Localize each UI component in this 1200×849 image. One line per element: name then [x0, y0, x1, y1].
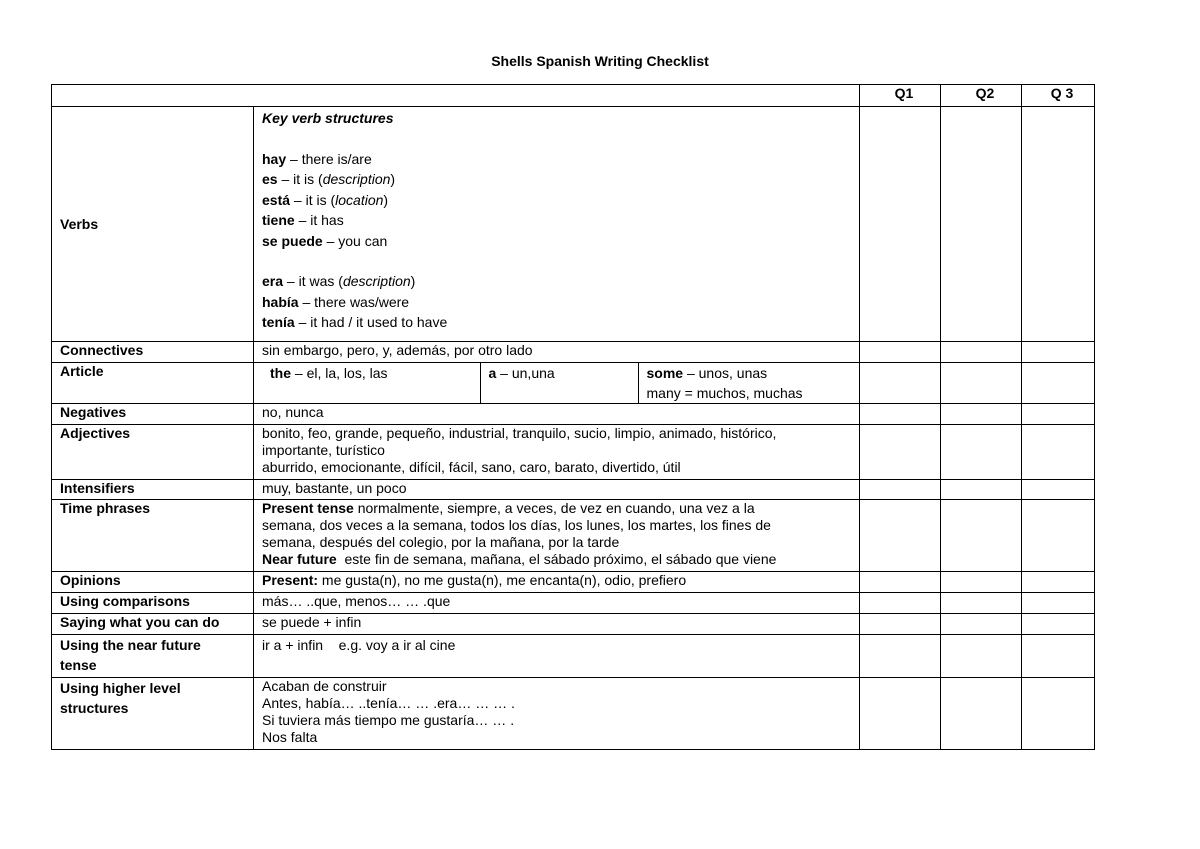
- verb-tiene: tiene – it has: [262, 212, 344, 228]
- verb-hay: hay – there is/are: [262, 150, 372, 167]
- verb-se-puede: se puede – you can: [262, 232, 388, 249]
- higher-level-q3-cell[interactable]: [1022, 678, 1095, 750]
- article-some: some – unos, unas many = muchos, muchas: [638, 363, 859, 403]
- negatives-q2-cell[interactable]: [941, 404, 1022, 425]
- comparisons-content: más… ..que, menos… … .que: [254, 593, 860, 614]
- category-intensifiers: Intensifiers: [52, 480, 254, 500]
- category-near-future: Using the near future tense: [52, 635, 254, 678]
- table-row: [52, 500, 1095, 572]
- verb-era: era – it was (description): [262, 273, 416, 289]
- category-connectives: Connectives: [52, 342, 254, 363]
- category-time-phrases: Time phrases: [52, 500, 254, 572]
- verb-habia: había – there was/were: [262, 293, 410, 310]
- can-do-content: se puede + infin: [254, 614, 860, 635]
- table-row: [52, 107, 1095, 342]
- near-future-content: ir a + infin e.g. voy a ir al cine: [254, 635, 860, 678]
- verb-esta: está – it is (location): [262, 191, 389, 208]
- higher-level-q2-cell[interactable]: [941, 678, 1022, 750]
- comparisons-q3-cell[interactable]: [1022, 593, 1095, 614]
- category-adjectives: Adjectives: [52, 425, 254, 480]
- category-verbs: Verbs: [52, 107, 254, 342]
- opinions-q1-cell[interactable]: [860, 572, 941, 593]
- opinions-content: Present: me gusta(n), no me gusta(n), me encanta(n), odio, prefiero: [254, 572, 860, 593]
- table-row: [52, 678, 1095, 750]
- negatives-content: no, nunca: [254, 404, 860, 425]
- comparisons-q1-cell[interactable]: [860, 593, 941, 614]
- intensifiers-q2-cell[interactable]: [941, 480, 1022, 500]
- can-do-q3-cell[interactable]: [1022, 614, 1095, 635]
- column-header-q3: Q 3: [1022, 85, 1095, 107]
- higher-level-q1-cell[interactable]: [860, 678, 941, 750]
- verbs-content: [254, 107, 860, 342]
- intensifiers-content: muy, bastante, un poco: [254, 480, 860, 500]
- writing-checklist-table: [51, 84, 1095, 750]
- can-do-q1-cell[interactable]: [860, 614, 941, 635]
- article-q3-cell[interactable]: [1022, 363, 1095, 404]
- category-negatives: Negatives: [52, 404, 254, 425]
- opinions-q2-cell[interactable]: [941, 572, 1022, 593]
- opinions-q3-cell[interactable]: [1022, 572, 1095, 593]
- adjectives-content: bonito, feo, grande, pequeño, industrial, tranquilo, sucio, limpio, animado, histórico, importante, turístico aburrido, emocionante, difícil, fácil, sano, caro, barato, divertido, útil: [254, 425, 860, 480]
- category-higher-level: Using higher level structures: [52, 678, 254, 750]
- article-content: [254, 363, 860, 404]
- article-q1-cell[interactable]: [860, 363, 941, 404]
- can-do-q2-cell[interactable]: [941, 614, 1022, 635]
- comparisons-q2-cell[interactable]: [941, 593, 1022, 614]
- time-phrases-content: Present tense normalmente, siempre, a veces, de vez en cuando, una vez a la semana, dos veces a la semana, todos los días, los lunes, los martes, los fines de semana, después del colegio, por la mañana, por la tarde Near future este fin de semana, mañana, el sábado próximo, el sábado que viene: [254, 500, 860, 572]
- intensifiers-q1-cell[interactable]: [860, 480, 941, 500]
- category-article: Article: [52, 363, 254, 404]
- connectives-content: sin embargo, pero, y, además, por otro lado: [254, 342, 860, 363]
- time-phrases-q3-cell[interactable]: [1022, 500, 1095, 572]
- connectives-q3-cell[interactable]: [1022, 342, 1095, 363]
- column-header-q1: Q1: [860, 85, 941, 107]
- near-future-q2-cell[interactable]: [941, 635, 1022, 678]
- adjectives-q3-cell[interactable]: [1022, 425, 1095, 480]
- verbs-q3-cell[interactable]: [1022, 107, 1095, 342]
- table-row: [52, 572, 1095, 593]
- verbs-q1-cell[interactable]: [860, 107, 941, 342]
- adjectives-q2-cell[interactable]: [941, 425, 1022, 480]
- article-the: the – el, la, los, las: [270, 365, 388, 381]
- negatives-q1-cell[interactable]: [860, 404, 941, 425]
- table-row: [52, 404, 1095, 425]
- verb-tenia: tenía – it had / it used to have: [262, 314, 448, 330]
- verb-es: es – it is (description): [262, 171, 396, 187]
- article-a: a – un,una: [480, 363, 638, 403]
- near-future-q1-cell[interactable]: [860, 635, 941, 678]
- time-phrases-q1-cell[interactable]: [860, 500, 941, 572]
- table-row: [52, 425, 1095, 480]
- intensifiers-q3-cell[interactable]: [1022, 480, 1095, 500]
- table-row: [52, 342, 1095, 363]
- category-can-do: Saying what you can do: [52, 614, 254, 635]
- connectives-q2-cell[interactable]: [941, 342, 1022, 363]
- page-title: Shells Spanish Writing Checklist: [491, 53, 709, 69]
- header-blank-cell: [52, 85, 860, 107]
- table-row: [52, 480, 1095, 500]
- table-row: [52, 635, 1095, 678]
- table-row: [52, 593, 1095, 614]
- adjectives-q1-cell[interactable]: [860, 425, 941, 480]
- key-verb-heading: Key verb structures: [262, 110, 394, 126]
- connectives-q1-cell[interactable]: [860, 342, 941, 363]
- time-phrases-q2-cell[interactable]: [941, 500, 1022, 572]
- column-header-q2: Q2: [941, 85, 1022, 107]
- category-opinions: Opinions: [52, 572, 254, 593]
- verbs-q2-cell[interactable]: [941, 107, 1022, 342]
- table-row: [52, 363, 1095, 404]
- higher-level-content: Acaban de construir Antes, había… ..tenía… … .era… … … . Si tuviera más tiempo me gustaría… … . Nos falta: [254, 678, 860, 750]
- article-q2-cell[interactable]: [941, 363, 1022, 404]
- category-comparisons: Using comparisons: [52, 593, 254, 614]
- header-row: [52, 85, 1095, 107]
- table-row: [52, 614, 1095, 635]
- negatives-q3-cell[interactable]: [1022, 404, 1095, 425]
- near-future-q3-cell[interactable]: [1022, 635, 1095, 678]
